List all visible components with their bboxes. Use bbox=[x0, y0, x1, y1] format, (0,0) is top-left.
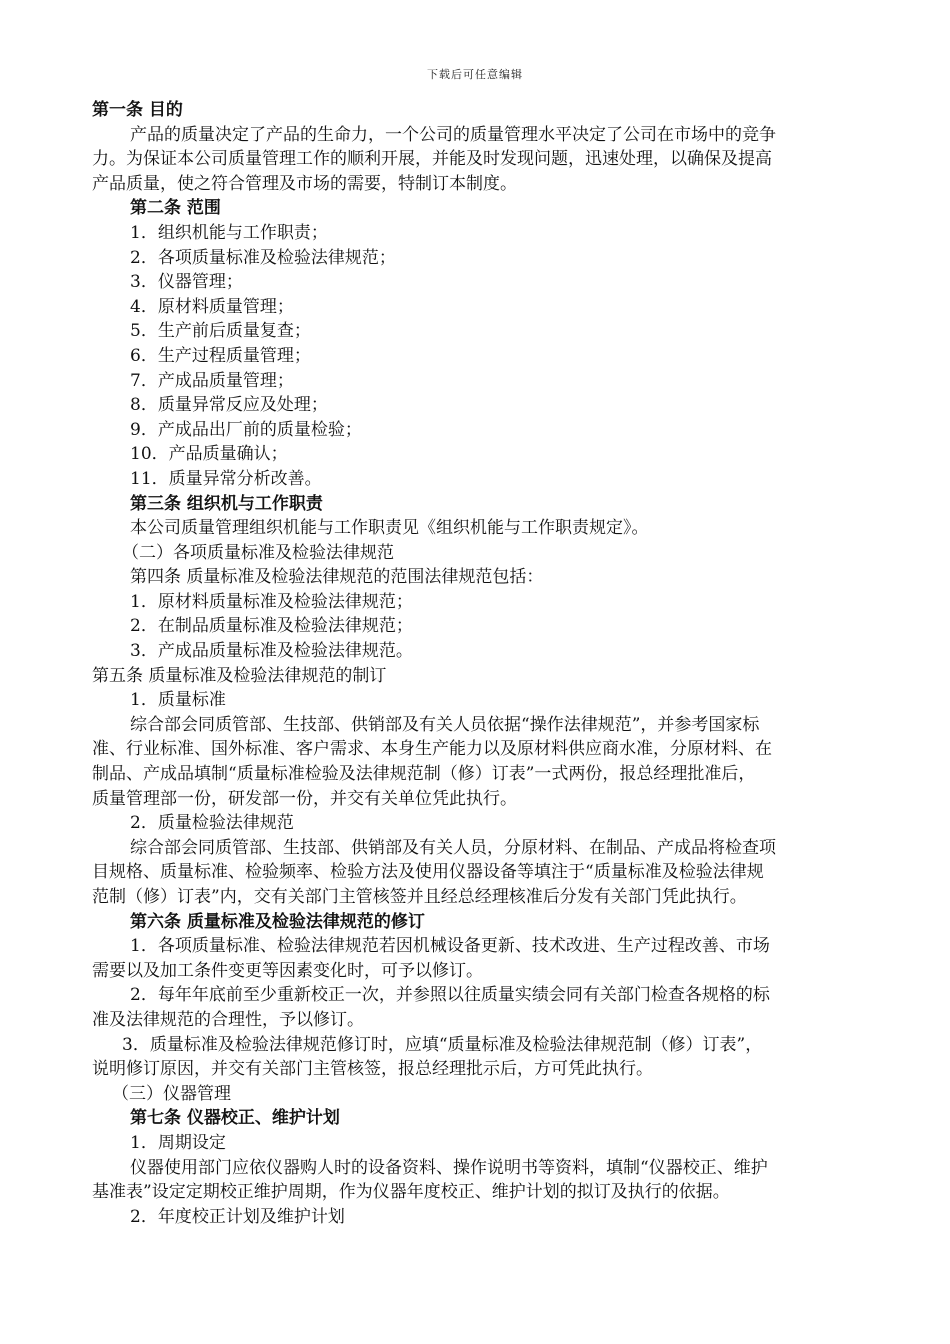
text-line: 本公司质量管理组织机能与工作职责见《组织机能与工作职责规定》。 bbox=[130, 518, 649, 539]
text-line: 力。为保证本公司质量管理工作的顺利开展，并能及时发现问题，迅速处理，以确保及提高 bbox=[92, 149, 772, 170]
section-heading: 第六条 质量标准及检验法律规范的修订 bbox=[130, 911, 425, 932]
text-line: 2．年度校正计划及维护计划 bbox=[130, 1206, 345, 1227]
text-line: 基准表”设定定期校正维护周期，作为仪器年度校正、维护计划的拟订及执行的依据。 bbox=[92, 1182, 730, 1203]
text-line: 3．产成品质量标准及检验法律规范。 bbox=[130, 641, 413, 662]
section-heading: 第二条 范围 bbox=[130, 198, 221, 219]
text-line: 综合部会同质管部、生技部、供销部及有关人员，分原材料、在制品、产成品将检查项 bbox=[130, 837, 776, 858]
text-line: 准、行业标准、国外标准、客户需求、本身生产能力以及原材料供应商水准，分原材料、在 bbox=[92, 739, 772, 760]
text-line: 目规格、质量标准、检验频率、检验方法及使用仪器设备等填注于“质量标准及检验法律规 bbox=[92, 862, 764, 883]
text-line: 9．产成品出厂前的质量检验； bbox=[130, 419, 362, 440]
text-line: 综合部会同质管部、生技部、供销部及有关人员依据“操作法律规范”，并参考国家标 bbox=[130, 714, 760, 735]
section-heading: 第三条 组织机与工作职责 bbox=[130, 493, 323, 514]
text-line: 范制（修）订表”内，交有关部门主管核签并且经总经理核准后分发有关部门凭此执行。 bbox=[92, 887, 747, 907]
text-line: 准及法律规范的合理性，予以修订。 bbox=[92, 1009, 364, 1030]
text-line: 2．每年年底前至少重新校正一次，并参照以往质量实绩会同有关部门检查各规格的标 bbox=[130, 985, 770, 1006]
text-line: 11．质量异常分析改善。 bbox=[130, 468, 322, 489]
text-line: 3．质量标准及检验法律规范修订时，应填“质量标准及检验法律规范制（修）订表”， bbox=[122, 1034, 763, 1055]
text-line: 第四条 质量标准及检验法律规范的范围法律规范包括： bbox=[130, 567, 544, 588]
text-line: 3．仪器管理； bbox=[130, 272, 243, 293]
text-line: 第五条 质量标准及检验法律规范的制订 bbox=[92, 665, 387, 686]
text-line: 2．各项质量标准及检验法律规范； bbox=[130, 247, 396, 268]
text-line: 8．质量异常反应及处理； bbox=[130, 395, 328, 416]
text-line: 1．周期设定 bbox=[130, 1132, 226, 1153]
text-line: （二）各项质量标准及检验法律规范 bbox=[122, 542, 394, 563]
text-line: 说明修订原因，并交有关部门主管核签，报总经理批示后，方可凭此执行。 bbox=[92, 1059, 653, 1080]
text-line: 1．组织机能与工作职责； bbox=[130, 222, 328, 243]
text-line: 5．生产前后质量复查； bbox=[130, 321, 311, 342]
text-line: 7．产成品质量管理； bbox=[130, 370, 294, 391]
text-line: 6．生产过程质量管理； bbox=[130, 345, 311, 366]
text-line: 2．质量检验法律规范 bbox=[130, 813, 294, 834]
text-line: （三）仪器管理 bbox=[112, 1083, 231, 1104]
text-line: 1．质量标准 bbox=[130, 690, 226, 711]
text-line: 4．原材料质量管理； bbox=[130, 296, 294, 317]
text-line: 制品、产成品填制“质量标准检验及法律规范制（修）订表”一式两份，报总经理批准后， bbox=[92, 764, 756, 785]
text-line: 仪器使用部门应依仪器购人时的设备资料、操作说明书等资料，填制“仪器校正、维护 bbox=[130, 1157, 768, 1178]
section-heading: 第七条 仪器校正、维护计划 bbox=[130, 1108, 340, 1129]
section-heading: 第一条 目的 bbox=[92, 100, 183, 120]
text-line: 10．产品质量确认； bbox=[130, 444, 288, 465]
text-line: 需要以及加工条件变更等因素变化时，可予以修订。 bbox=[92, 960, 483, 981]
text-line: 质量管理部一份，研发部一份，并交有关单位凭此执行。 bbox=[92, 788, 517, 809]
text-line: 2．在制品质量标准及检验法律规范； bbox=[130, 616, 413, 637]
text-line: 1．原材料质量标准及检验法律规范； bbox=[130, 591, 413, 612]
document-body bbox=[92, 98, 862, 1229]
page-header-note: 下载后可任意编辑 bbox=[427, 68, 523, 81]
text-line: 产品的质量决定了产品的生命力，一个公司的质量管理水平决定了公司在市场中的竞争 bbox=[130, 124, 776, 145]
text-line: 产品质量，使之符合管理及市场的需要，特制订本制度。 bbox=[92, 173, 517, 194]
text-line: 1．各项质量标准、检验法律规范若因机械设备更新、技术改进、生产过程改善、市场 bbox=[130, 936, 770, 957]
